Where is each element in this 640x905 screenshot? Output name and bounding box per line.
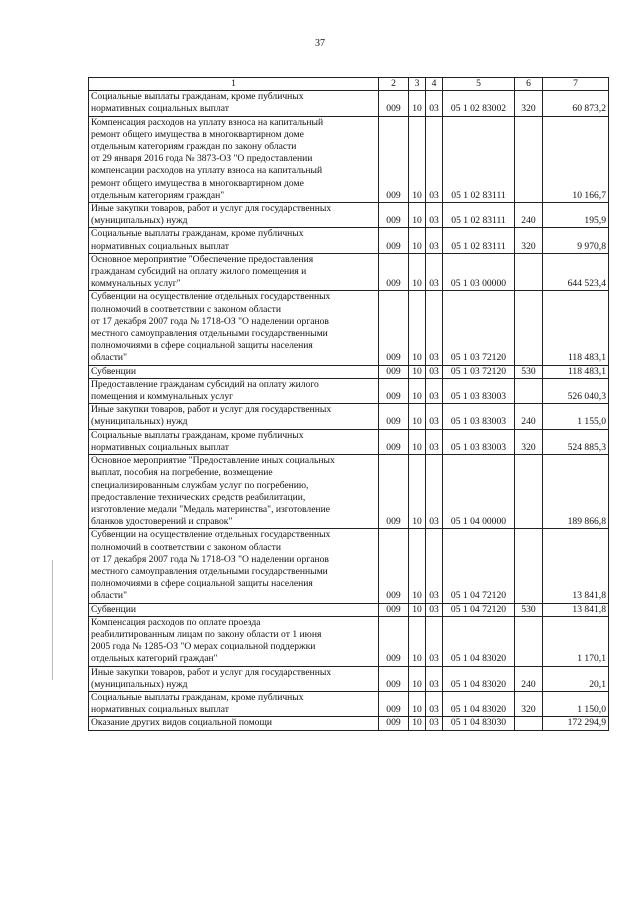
code-ministry: 009 <box>379 291 409 365</box>
code-ministry: 009 <box>379 253 409 291</box>
row-name <box>89 691 379 716</box>
code-subsection: 03 <box>426 228 443 253</box>
code-subsection: 03 <box>426 291 443 365</box>
code-target: 05 1 04 72120 <box>443 603 515 616</box>
row-name-line: отдельным категориям граждан по закону области <box>91 141 297 153</box>
code-subsection: 03 <box>426 203 443 228</box>
code-subsection: 03 <box>426 691 443 716</box>
code-section: 10 <box>409 455 426 529</box>
amount: 13 841,8 <box>543 529 609 603</box>
row-name-line: Социальные выплаты гражданам, кроме публичных <box>91 691 304 703</box>
col-header-3: 3 <box>409 78 426 91</box>
row-name-line: области" <box>91 590 127 602</box>
code-target: 05 1 04 72120 <box>443 529 515 603</box>
row-name-line: Основное мероприятие "Предоставление иных социальных <box>91 455 335 467</box>
table-row <box>89 228 609 253</box>
row-name <box>89 666 379 691</box>
code-expense-type: 320 <box>515 429 543 454</box>
code-expense-type <box>515 529 543 603</box>
amount: 118 483,1 <box>543 291 609 365</box>
code-expense-type: 240 <box>515 203 543 228</box>
code-expense-type <box>515 291 543 365</box>
row-name-line: от 29 января 2016 года № 3873-ОЗ "О предоставлении <box>91 153 313 165</box>
row-name-line: Социальные выплаты гражданам, кроме публичных <box>91 429 304 441</box>
row-name-line: Предоставление гражданам субсидий на оплату жилого <box>91 378 319 390</box>
amount: 1 155,0 <box>543 404 609 429</box>
table-row <box>89 253 609 291</box>
row-name-line: от 17 декабря 2007 года № 1718-ОЗ "О наделении органов <box>91 315 329 327</box>
code-section: 10 <box>409 666 426 691</box>
amount: 172 294,9 <box>543 717 609 730</box>
amount: 60 873,2 <box>543 91 609 116</box>
table-row <box>89 378 609 403</box>
row-name-line: нормативных социальных выплат <box>91 240 229 252</box>
code-target: 05 1 03 00000 <box>443 253 515 291</box>
table-row <box>89 365 609 378</box>
row-name <box>89 429 379 454</box>
header-row <box>89 78 609 91</box>
amount: 1 170,1 <box>543 616 609 666</box>
code-expense-type: 240 <box>515 666 543 691</box>
scan-artifact <box>52 560 53 680</box>
code-expense-type <box>515 717 543 730</box>
code-subsection: 03 <box>426 529 443 603</box>
code-ministry: 009 <box>379 365 409 378</box>
code-expense-type <box>515 116 543 202</box>
row-name-line: Субвенции <box>91 603 136 615</box>
code-target: 05 1 04 00000 <box>443 455 515 529</box>
col-header-5: 5 <box>443 78 515 91</box>
row-name-line: Социальные выплаты гражданам, кроме публичных <box>91 228 304 240</box>
row-name <box>89 365 379 378</box>
code-expense-type: 320 <box>515 691 543 716</box>
code-target: 05 1 03 83003 <box>443 429 515 454</box>
table-row <box>89 116 609 202</box>
table-row <box>89 666 609 691</box>
code-expense-type: 240 <box>515 404 543 429</box>
row-name-line: Иные закупки товаров, работ и услуг для государственных <box>91 203 332 215</box>
code-ministry: 009 <box>379 691 409 716</box>
table-row <box>89 616 609 666</box>
table-row <box>89 291 609 365</box>
row-name <box>89 291 379 365</box>
amount: 20,1 <box>543 666 609 691</box>
row-name <box>89 717 379 730</box>
code-expense-type <box>515 378 543 403</box>
code-section: 10 <box>409 691 426 716</box>
code-section: 10 <box>409 603 426 616</box>
table-row <box>89 429 609 454</box>
row-name <box>89 616 379 666</box>
row-name-line: Иные закупки товаров, работ и услуг для государственных <box>91 404 332 416</box>
code-ministry: 009 <box>379 404 409 429</box>
code-subsection: 03 <box>426 666 443 691</box>
code-section: 10 <box>409 91 426 116</box>
row-name-line: (муниципальных) нужд <box>91 416 188 428</box>
row-name-line: (муниципальных) нужд <box>91 678 188 690</box>
code-target: 05 1 04 83030 <box>443 717 515 730</box>
row-name-line: от 17 декабря 2007 года № 1718-ОЗ "О наделении органов <box>91 553 329 565</box>
code-ministry: 009 <box>379 717 409 730</box>
code-section: 10 <box>409 378 426 403</box>
code-target: 05 1 04 83020 <box>443 666 515 691</box>
code-target: 05 1 04 83020 <box>443 616 515 666</box>
row-name <box>89 253 379 291</box>
row-name-line: полномочий в соответствии с законом области <box>91 303 281 315</box>
table-row <box>89 203 609 228</box>
row-name-line: предоставление технических средств реабилитации, <box>91 491 306 503</box>
row-name-line: бланков удостоверений и справок" <box>91 516 233 528</box>
row-name-line: Социальные выплаты гражданам, кроме публичных <box>91 91 304 103</box>
code-section: 10 <box>409 291 426 365</box>
code-section: 10 <box>409 529 426 603</box>
table-row <box>89 404 609 429</box>
table-row <box>89 691 609 716</box>
row-name <box>89 404 379 429</box>
code-section: 10 <box>409 429 426 454</box>
code-ministry: 009 <box>379 616 409 666</box>
code-target: 05 1 03 72120 <box>443 365 515 378</box>
row-name-line: помещения и коммунальных услуг <box>91 391 234 403</box>
code-subsection: 03 <box>426 378 443 403</box>
row-name <box>89 116 379 202</box>
row-name <box>89 455 379 529</box>
row-name-line: ремонт общего имущества в многоквартирном доме <box>91 128 304 140</box>
code-section: 10 <box>409 404 426 429</box>
amount: 13 841,8 <box>543 603 609 616</box>
row-name-line: Субвенции <box>91 365 136 377</box>
code-subsection: 03 <box>426 91 443 116</box>
table-row <box>89 529 609 603</box>
code-section: 10 <box>409 616 426 666</box>
code-subsection: 03 <box>426 616 443 666</box>
col-header-7: 7 <box>543 78 609 91</box>
row-name <box>89 529 379 603</box>
amount: 10 166,7 <box>543 116 609 202</box>
code-target: 05 1 02 83111 <box>443 116 515 202</box>
code-target: 05 1 03 83003 <box>443 404 515 429</box>
amount: 9 970,8 <box>543 228 609 253</box>
row-name-line: изготовление медали "Медаль материнства", изготовление <box>91 503 330 515</box>
table-row <box>89 91 609 116</box>
code-section: 10 <box>409 253 426 291</box>
code-expense-type <box>515 253 543 291</box>
row-name-line: гражданам субсидий на оплату жилого помещения и <box>91 266 307 278</box>
code-subsection: 03 <box>426 429 443 454</box>
row-name-line: 2005 года № 1285-ОЗ "О мерах социальной поддержки <box>91 641 316 653</box>
code-subsection: 03 <box>426 365 443 378</box>
code-expense-type: 530 <box>515 603 543 616</box>
row-name-line: выплат, пособия на погребение, возмещение <box>91 467 273 479</box>
code-ministry: 009 <box>379 603 409 616</box>
code-target: 05 1 03 72120 <box>443 291 515 365</box>
code-ministry: 009 <box>379 429 409 454</box>
row-name-line: реабилитированным лицам по закону области от 1 июня <box>91 628 322 640</box>
code-expense-type: 320 <box>515 91 543 116</box>
code-section: 10 <box>409 365 426 378</box>
budget-table <box>88 77 609 731</box>
amount: 195,9 <box>543 203 609 228</box>
code-subsection: 03 <box>426 253 443 291</box>
table-row <box>89 455 609 529</box>
code-target: 05 1 02 83002 <box>443 91 515 116</box>
code-ministry: 009 <box>379 203 409 228</box>
code-expense-type: 530 <box>515 365 543 378</box>
row-name-line: Субвенции на осуществление отдельных государственных <box>91 291 331 303</box>
row-name-line: отдельным категориям граждан" <box>91 189 225 201</box>
code-target: 05 1 02 83111 <box>443 228 515 253</box>
row-name <box>89 603 379 616</box>
row-name-line: полномочий в соответствии с законом области <box>91 541 281 553</box>
row-name-line: полномочиями в сфере социальной защиты населения <box>91 340 313 352</box>
code-expense-type <box>515 455 543 529</box>
row-name-line: отдельных категорий граждан" <box>91 653 218 665</box>
code-ministry: 009 <box>379 529 409 603</box>
row-name-line: Компенсация расходов по оплате проезда <box>91 616 261 628</box>
code-ministry: 009 <box>379 378 409 403</box>
row-name-line: области" <box>91 352 127 364</box>
code-ministry: 009 <box>379 116 409 202</box>
code-ministry: 009 <box>379 455 409 529</box>
amount: 189 866,8 <box>543 455 609 529</box>
amount: 526 040,3 <box>543 378 609 403</box>
col-header-1: 1 <box>89 78 379 91</box>
code-subsection: 03 <box>426 404 443 429</box>
amount: 644 523,4 <box>543 253 609 291</box>
row-name <box>89 203 379 228</box>
row-name <box>89 378 379 403</box>
code-expense-type: 320 <box>515 228 543 253</box>
code-subsection: 03 <box>426 116 443 202</box>
table-row <box>89 717 609 730</box>
code-expense-type <box>515 616 543 666</box>
amount: 524 885,3 <box>543 429 609 454</box>
row-name <box>89 228 379 253</box>
row-name-line: местного самоуправления отдельными государственными <box>91 565 328 577</box>
col-header-2: 2 <box>379 78 409 91</box>
code-subsection: 03 <box>426 455 443 529</box>
table-body <box>89 91 609 730</box>
row-name <box>89 91 379 116</box>
row-name-line: нормативных социальных выплат <box>91 704 229 716</box>
code-subsection: 03 <box>426 603 443 616</box>
row-name-line: полномочиями в сфере социальной защиты населения <box>91 578 313 590</box>
row-name-line: нормативных социальных выплат <box>91 103 229 115</box>
code-target: 05 1 03 83003 <box>443 378 515 403</box>
row-name-line: компенсации расходов на уплату взноса на капитальный <box>91 165 323 177</box>
row-name-line: нормативных социальных выплат <box>91 441 229 453</box>
row-name-line: Иные закупки товаров, работ и услуг для государственных <box>91 666 332 678</box>
code-ministry: 009 <box>379 228 409 253</box>
amount: 1 150,0 <box>543 691 609 716</box>
code-section: 10 <box>409 717 426 730</box>
col-header-6: 6 <box>515 78 543 91</box>
code-section: 10 <box>409 228 426 253</box>
code-ministry: 009 <box>379 666 409 691</box>
row-name-line: коммунальных услуг" <box>91 278 181 290</box>
row-name-line: местного самоуправления отдельными государственными <box>91 328 328 340</box>
row-name-line: Оказание других видов социальной помощи <box>91 717 272 729</box>
page-number: 37 <box>315 38 325 49</box>
row-name-line: Субвенции на осуществление отдельных государственных <box>91 529 331 541</box>
row-name-line: (муниципальных) нужд <box>91 215 188 227</box>
code-target: 05 1 04 83020 <box>443 691 515 716</box>
row-name-line: Основное мероприятие "Обеспечение предоставления <box>91 253 314 265</box>
row-name-line: Компенсация расходов на уплату взноса на капитальный <box>91 116 324 128</box>
code-section: 10 <box>409 116 426 202</box>
row-name-line: ремонт общего имущества в многоквартирном доме <box>91 177 304 189</box>
code-target: 05 1 02 83111 <box>443 203 515 228</box>
table-row <box>89 603 609 616</box>
code-section: 10 <box>409 203 426 228</box>
col-header-4: 4 <box>426 78 443 91</box>
code-ministry: 009 <box>379 91 409 116</box>
code-subsection: 03 <box>426 717 443 730</box>
row-name-line: специализированным службам услуг по погребению, <box>91 479 309 491</box>
amount: 118 483,1 <box>543 365 609 378</box>
